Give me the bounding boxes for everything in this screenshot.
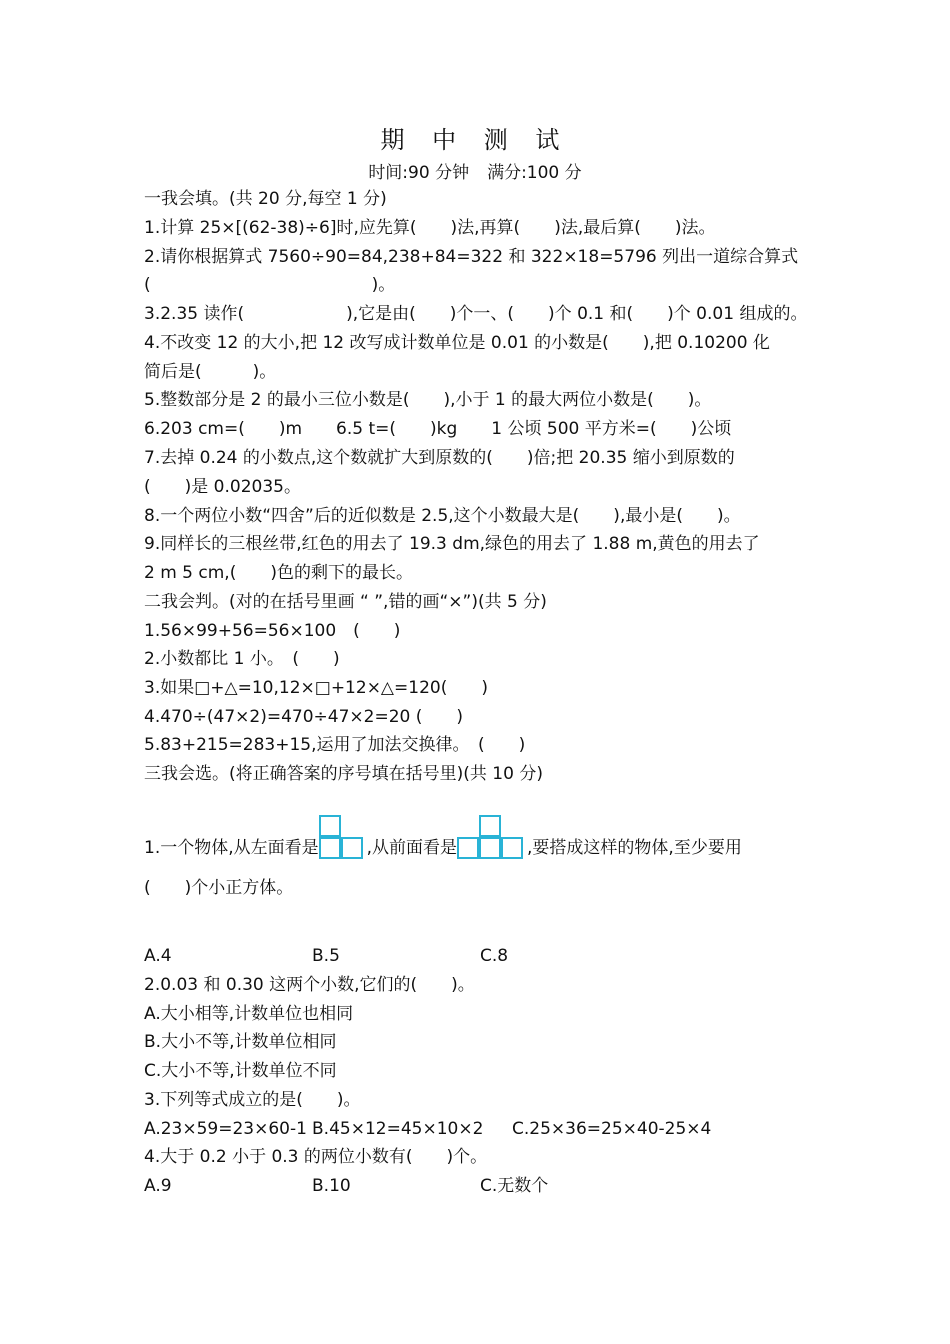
s2-line: 5.83+215=283+15,运用了加法交换律。 ( ): [144, 735, 526, 755]
option: B.45×12=45×10×2: [312, 1119, 484, 1139]
s1-line: 7.去掉 0.24 的小数点,这个数就扩大到原数的( )倍;把 20.35 缩小到原数的: [144, 448, 735, 468]
option: B.大小不等,计数单位相同: [144, 1032, 337, 1052]
s3-q2: 2.0.03 和 0.30 这两个小数,它们的( )。: [144, 975, 475, 995]
option: C.大小不等,计数单位不同: [144, 1061, 337, 1081]
s1-line: ( )。: [144, 275, 396, 295]
option: A.9: [144, 1176, 172, 1196]
exam-info: [0, 158, 950, 183]
s1-line: 6.203 cm=( )m 6.5 t=( )kg 1 公顷 500 平方米=( )公顷: [144, 419, 732, 439]
s2-line: 3.如果□+△=10,12×□+12×△=120( ): [144, 678, 488, 698]
s3-q1-line2: ( )个小正方体。: [144, 878, 294, 898]
section3-heading: 三我会选。(将正确答案的序号填在括号里)(共 10 分): [144, 764, 543, 784]
s1-line: 2.请你根据算式 7560÷90=84,238+84=322 和 322×18=5796 列出一道综合算式: [144, 247, 799, 267]
s1-line: 3.2.35 读作( ),它是由( )个一、( )个 0.1 和( )个 0.01 组成的。: [144, 304, 808, 324]
s1-line: 2 m 5 cm,( )色的剩下的最长。: [144, 563, 413, 583]
option: A.23×59=23×60-1: [144, 1119, 307, 1139]
s3-q1-text: 1.一个物体,从左面看是: [144, 838, 319, 858]
s3-q3: 3.下列等式成立的是( )。: [144, 1090, 361, 1110]
exam-time: 时间:90 分钟: [368, 163, 470, 183]
page-title: 期 中 测 试: [380, 126, 570, 154]
s2-line: 4.470÷(47×2)=470÷47×2=20 ( ): [144, 707, 464, 727]
front-view-cubes-figure: [457, 815, 527, 861]
option: B.5: [312, 946, 340, 966]
s2-line: 2.小数都比 1 小。 ( ): [144, 649, 340, 669]
s2-line: 1.56×99+56=56×100 ( ): [144, 621, 401, 641]
section1-heading: 一我会填。(共 20 分,每空 1 分): [144, 189, 387, 209]
option: C.25×36=25×40-25×4: [512, 1119, 712, 1139]
s1-line: 简后是( )。: [144, 362, 277, 382]
option: C.无数个: [480, 1176, 549, 1196]
left-view-cubes-figure: [319, 815, 367, 861]
option: A.4: [144, 946, 172, 966]
s1-line: 9.同样长的三根丝带,红色的用去了 19.3 dm,绿色的用去了 1.88 m,黄色的用去了: [144, 534, 760, 554]
s3-q1-text: ,从前面看是: [366, 838, 458, 858]
s3-q1-text: ,要搭成这样的物体,至少要用: [527, 838, 742, 858]
s1-line: 4.不改变 12 的大小,把 12 改写成计数单位是 0.01 的小数是( ),把 0.10200 化: [144, 333, 770, 353]
option: B.10: [312, 1176, 351, 1196]
s1-line: ( )是 0.02035。: [144, 477, 301, 497]
s1-line: 1.计算 25×[(62-38)÷6]时,应先算( )法,再算( )法,最后算( )法。: [144, 218, 716, 238]
s1-line: 8.一个两位小数“四舍”后的近似数是 2.5,这个小数最大是( ),最小是( )。: [144, 506, 741, 526]
section2-heading: 二我会判。(对的在括号里画 “ ”,错的画“×”)(共 5 分): [144, 592, 547, 612]
option: C.8: [480, 946, 509, 966]
exam-score: 满分:100 分: [487, 163, 582, 183]
s3-q4: 4.大于 0.2 小于 0.3 的两位小数有( )个。: [144, 1147, 488, 1167]
option: A.大小相等,计数单位也相同: [144, 1004, 354, 1024]
s1-line: 5.整数部分是 2 的最小三位小数是( ),小于 1 的最大两位小数是( )。: [144, 390, 712, 410]
s3-q1: [144, 825, 742, 871]
